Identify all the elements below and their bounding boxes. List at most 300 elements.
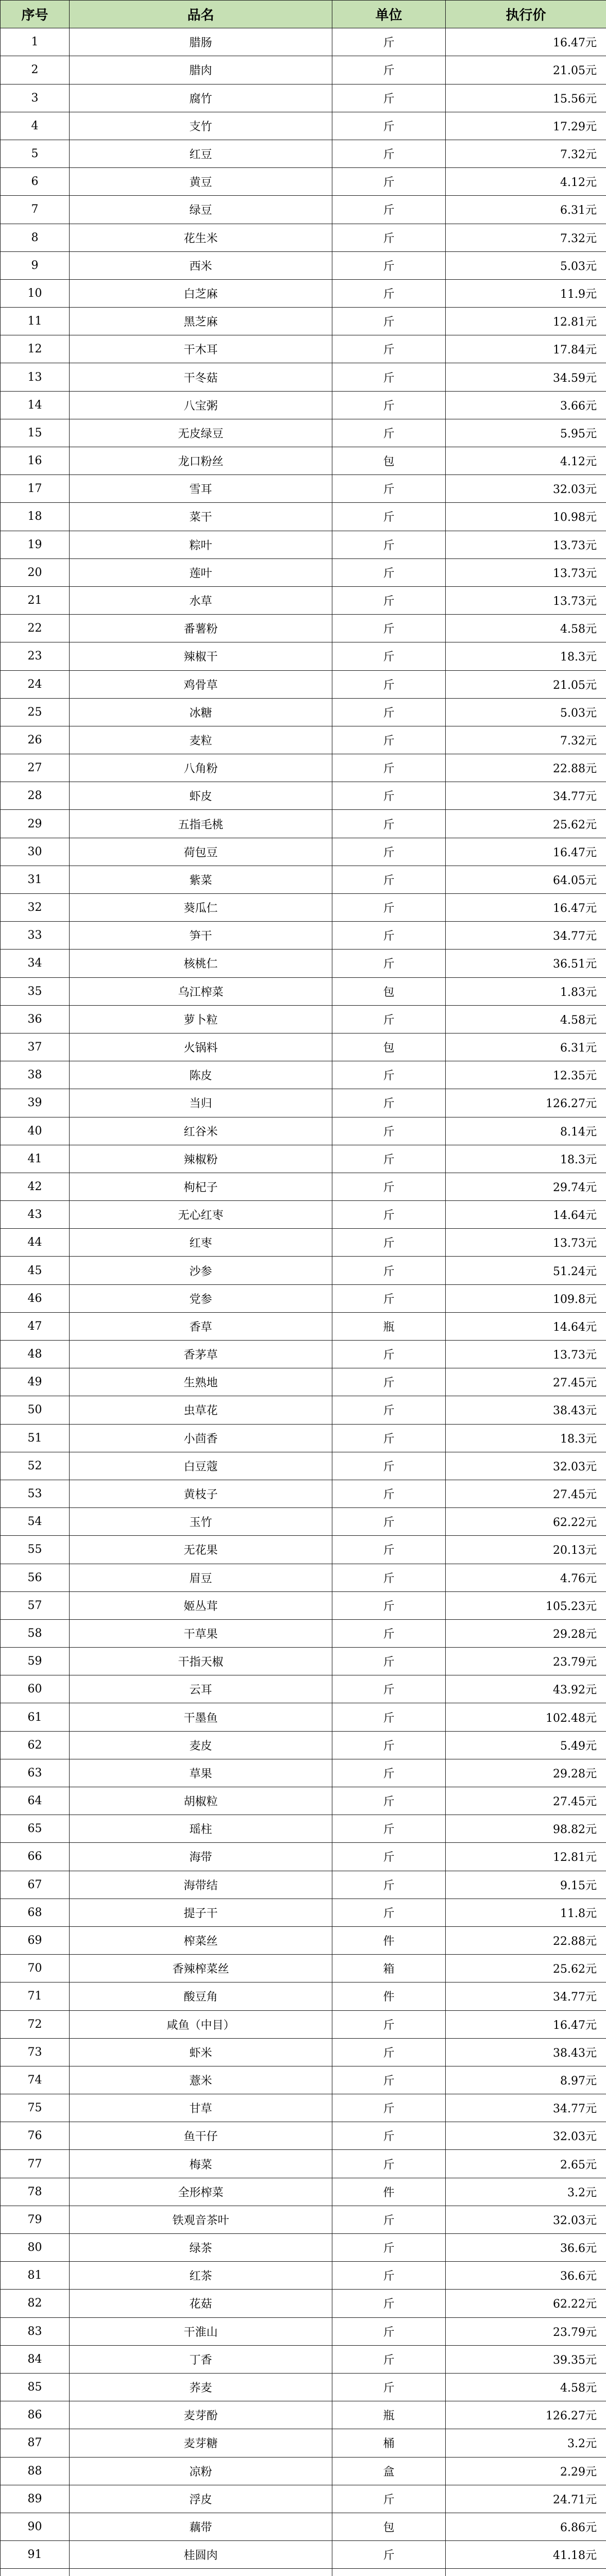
- table-row: [1, 1787, 606, 1815]
- unit-cell: 斤: [332, 1396, 446, 1424]
- serial-number-cell: 59: [1, 1648, 70, 1675]
- serial-number-cell: 34: [1, 950, 70, 977]
- table-row: [1, 642, 606, 670]
- unit-cell: 箱: [332, 1955, 446, 1982]
- product-name-cell: 核桃仁: [70, 950, 332, 977]
- price-cell: 2.65元: [446, 2150, 606, 2178]
- unit-cell: 斤: [332, 615, 446, 642]
- serial-number-cell: 24: [1, 670, 70, 698]
- price-cell: 7.32元: [446, 726, 606, 754]
- product-name-cell: 麦芽糖: [70, 2429, 332, 2457]
- unit-cell: 斤: [332, 1564, 446, 1591]
- table-row: [1, 558, 606, 586]
- price-cell: 17.84元: [446, 335, 606, 363]
- unit-cell: 包: [332, 2513, 446, 2540]
- product-name-cell: 陈皮: [70, 1061, 332, 1089]
- serial-number-cell: 27: [1, 754, 70, 782]
- table-row: [1, 922, 606, 950]
- serial-number-cell: 63: [1, 1759, 70, 1787]
- price-cell: 38.43元: [446, 1396, 606, 1424]
- serial-number-cell: 72: [1, 2010, 70, 2038]
- product-name-cell: 枸杞子: [70, 1173, 332, 1200]
- price-cell: 27.45元: [446, 1368, 606, 1396]
- price-cell: 5.03元: [446, 698, 606, 726]
- price-cell: 5.03元: [446, 251, 606, 279]
- unit-cell: 斤: [332, 2066, 446, 2094]
- price-cell: 6.86元: [446, 2513, 606, 2540]
- price-cell: 23.79元: [446, 2317, 606, 2345]
- table-row: [1, 1815, 606, 1843]
- unit-cell: 桶: [332, 2429, 446, 2457]
- unit-cell: 斤: [332, 196, 446, 224]
- product-name-cell: 花菇: [70, 2290, 332, 2317]
- price-cell: 4.58元: [446, 1005, 606, 1033]
- table-row: [1, 977, 606, 1005]
- table-row: [1, 2373, 606, 2401]
- product-name-cell: 乌江榨菜: [70, 977, 332, 1005]
- price-cell: 9.15元: [446, 1871, 606, 1899]
- serial-number-cell: 81: [1, 2262, 70, 2290]
- price-cell: 34.59元: [446, 363, 606, 391]
- price-cell: 36.6元: [446, 2262, 606, 2290]
- unit-cell: 斤: [332, 754, 446, 782]
- table-row: [1, 1257, 606, 1284]
- unit-cell: [332, 2569, 446, 2576]
- serial-number-cell: 6: [1, 168, 70, 196]
- table-row: [1, 1703, 606, 1731]
- product-name-cell: 冰糖: [70, 698, 332, 726]
- serial-number-cell: 49: [1, 1368, 70, 1396]
- product-name-cell: 云耳: [70, 1675, 332, 1703]
- product-name-cell: 紫菜: [70, 866, 332, 893]
- unit-cell: 斤: [332, 1117, 446, 1145]
- serial-number-cell: 48: [1, 1341, 70, 1368]
- product-name-cell: 海带结: [70, 1871, 332, 1899]
- table-row: [1, 1452, 606, 1480]
- serial-number-cell: 58: [1, 1619, 70, 1647]
- serial-number-cell: 21: [1, 586, 70, 614]
- table-row: [1, 363, 606, 391]
- serial-number-cell: 68: [1, 1899, 70, 1926]
- serial-number-cell: 37: [1, 1033, 70, 1061]
- price-cell: 7.32元: [446, 224, 606, 251]
- table-row: [1, 2345, 606, 2373]
- price-cell: 29.28元: [446, 1619, 606, 1647]
- table-row: [1, 1229, 606, 1257]
- product-name-cell: 荷包豆: [70, 838, 332, 866]
- unit-cell: 瓶: [332, 1312, 446, 1340]
- table-row: [1, 279, 606, 307]
- unit-cell: 斤: [332, 2485, 446, 2513]
- product-name-cell: 无花果: [70, 1536, 332, 1564]
- serial-number-cell: 32: [1, 894, 70, 922]
- price-cell: 10.98元: [446, 503, 606, 531]
- product-name-cell: [70, 2569, 332, 2576]
- product-name-cell: 荞麦: [70, 2373, 332, 2401]
- table-row: [1, 2122, 606, 2150]
- price-cell: 13.73元: [446, 586, 606, 614]
- price-cell: 13.73元: [446, 1341, 606, 1368]
- product-name-cell: 铁观音茶叶: [70, 2206, 332, 2233]
- table-body: [1, 28, 606, 2576]
- table-row: [1, 475, 606, 503]
- unit-cell: 盒: [332, 2457, 446, 2485]
- table-row: [1, 1731, 606, 1759]
- serial-number-cell: 75: [1, 2094, 70, 2122]
- product-name-cell: 鱼干仔: [70, 2122, 332, 2150]
- price-cell: 39.35元: [446, 2345, 606, 2373]
- unit-cell: 件: [332, 2178, 446, 2206]
- table-row: [1, 56, 606, 84]
- table-row: [1, 1955, 606, 1982]
- price-cell: 17.29元: [446, 112, 606, 140]
- unit-cell: 斤: [332, 363, 446, 391]
- product-name-cell: 红茶: [70, 2262, 332, 2290]
- product-name-cell: 提子干: [70, 1899, 332, 1926]
- unit-cell: 斤: [332, 1284, 446, 1312]
- unit-cell: 斤: [332, 2010, 446, 2038]
- price-cell: 27.45元: [446, 1480, 606, 1507]
- table-row: [1, 2262, 606, 2290]
- table-row: [1, 2234, 606, 2262]
- price-cell: 7.32元: [446, 140, 606, 167]
- price-cell: 8.97元: [446, 2066, 606, 2094]
- price-cell: 38.43元: [446, 2038, 606, 2066]
- price-cell: 12.35元: [446, 1061, 606, 1089]
- product-name-cell: 瑶柱: [70, 1815, 332, 1843]
- table-row: [1, 2038, 606, 2066]
- unit-cell: 斤: [332, 2345, 446, 2373]
- table-row: [1, 2401, 606, 2429]
- serial-number-cell: 30: [1, 838, 70, 866]
- unit-cell: 斤: [332, 1508, 446, 1536]
- product-name-cell: 龙口粉丝: [70, 447, 332, 475]
- unit-cell: 斤: [332, 1843, 446, 1871]
- serial-number-cell: 70: [1, 1955, 70, 1982]
- unit-cell: 包: [332, 1033, 446, 1061]
- table-row: [1, 1284, 606, 1312]
- product-name-cell: 红谷米: [70, 1117, 332, 1145]
- product-name-cell: 麦皮: [70, 1731, 332, 1759]
- price-cell: 51.24元: [446, 1257, 606, 1284]
- serial-number-cell: 91: [1, 2541, 70, 2569]
- product-name-cell: 番薯粉: [70, 615, 332, 642]
- unit-cell: 斤: [332, 950, 446, 977]
- serial-number-cell: 56: [1, 1564, 70, 1591]
- table-row: [1, 391, 606, 419]
- table-row: [1, 1871, 606, 1899]
- table-row: [1, 1564, 606, 1591]
- serial-number-cell: 1: [1, 28, 70, 56]
- serial-number-cell: 41: [1, 1145, 70, 1173]
- unit-cell: 件: [332, 1926, 446, 1954]
- serial-number-cell: 57: [1, 1591, 70, 1619]
- price-cell: 32.03元: [446, 2206, 606, 2233]
- unit-cell: 斤: [332, 642, 446, 670]
- serial-number-cell: 83: [1, 2317, 70, 2345]
- table-row: [1, 698, 606, 726]
- unit-cell: 包: [332, 447, 446, 475]
- unit-cell: 斤: [332, 782, 446, 810]
- price-cell: 13.73元: [446, 558, 606, 586]
- price-cell: 13.73元: [446, 531, 606, 558]
- product-name-cell: 榨菜丝: [70, 1926, 332, 1954]
- serial-number-cell: 4: [1, 112, 70, 140]
- serial-number-cell: 7: [1, 196, 70, 224]
- serial-number-cell: 73: [1, 2038, 70, 2066]
- table-row: [1, 726, 606, 754]
- header-row: [1, 1, 606, 28]
- serial-number-cell: 15: [1, 419, 70, 447]
- unit-cell: 斤: [332, 1201, 446, 1229]
- product-name-cell: 酸豆角: [70, 1982, 332, 2010]
- serial-number-cell: 84: [1, 2345, 70, 2373]
- serial-number-cell: 42: [1, 1173, 70, 1200]
- price-cell: 20.13元: [446, 1536, 606, 1564]
- price-cell: 15.56元: [446, 84, 606, 112]
- table-row: [1, 1899, 606, 1926]
- price-cell: 12.81元: [446, 1843, 606, 1871]
- product-name-cell: 玉竹: [70, 1508, 332, 1536]
- price-cell: 3.2元: [446, 2178, 606, 2206]
- serial-number-cell: 11: [1, 308, 70, 335]
- price-cell: 41.18元: [446, 2541, 606, 2569]
- table-row: [1, 950, 606, 977]
- product-name-cell: 西米: [70, 251, 332, 279]
- product-name-cell: 胡椒粒: [70, 1787, 332, 1815]
- unit-cell: 斤: [332, 1759, 446, 1787]
- serial-number-cell: 61: [1, 1703, 70, 1731]
- price-cell: 36.6元: [446, 2234, 606, 2262]
- unit-cell: 斤: [332, 838, 446, 866]
- serial-number-cell: 3: [1, 84, 70, 112]
- price-cell: 6.31元: [446, 1033, 606, 1061]
- price-cell: 62.22元: [446, 2290, 606, 2317]
- price-cell: 25.62元: [446, 1955, 606, 1982]
- price-cell: 4.58元: [446, 615, 606, 642]
- table-row: [1, 1926, 606, 1954]
- product-name-cell: 腊肠: [70, 28, 332, 56]
- unit-cell: 斤: [332, 2541, 446, 2569]
- unit-cell: 斤: [332, 335, 446, 363]
- unit-cell: 斤: [332, 866, 446, 893]
- product-name-cell: 干指天椒: [70, 1648, 332, 1675]
- table-row: [1, 1173, 606, 1200]
- product-name-cell: 粽叶: [70, 531, 332, 558]
- unit-cell: 斤: [332, 251, 446, 279]
- price-cell: 18.3元: [446, 1145, 606, 1173]
- serial-number-cell: 35: [1, 977, 70, 1005]
- price-cell: 14.64元: [446, 1312, 606, 1340]
- price-cell: [446, 2569, 606, 2576]
- header-unit: 单位: [332, 1, 446, 28]
- price-cell: 11.8元: [446, 1899, 606, 1926]
- serial-number-cell: 39: [1, 1089, 70, 1117]
- table-row: [1, 1759, 606, 1787]
- serial-number-cell: 14: [1, 391, 70, 419]
- unit-cell: 斤: [332, 308, 446, 335]
- table-row: [1, 196, 606, 224]
- table-row: [1, 866, 606, 893]
- unit-cell: 斤: [332, 1619, 446, 1647]
- table-row: [1, 1396, 606, 1424]
- serial-number-cell: 78: [1, 2178, 70, 2206]
- unit-cell: 斤: [332, 922, 446, 950]
- product-name-cell: 无心红枣: [70, 1201, 332, 1229]
- product-name-cell: 支竹: [70, 112, 332, 140]
- price-cell: 109.8元: [446, 1284, 606, 1312]
- serial-number-cell: 31: [1, 866, 70, 893]
- price-cell: 5.95元: [446, 419, 606, 447]
- serial-number-cell: 54: [1, 1508, 70, 1536]
- table-row: [1, 1424, 606, 1452]
- unit-cell: 斤: [332, 1257, 446, 1284]
- table-row: [1, 112, 606, 140]
- serial-number-cell: 10: [1, 279, 70, 307]
- price-cell: 18.3元: [446, 1424, 606, 1452]
- product-name-cell: 咸鱼（中目）: [70, 2010, 332, 2038]
- serial-number-cell: 16: [1, 447, 70, 475]
- table-row: [1, 1536, 606, 1564]
- price-cell: 4.76元: [446, 1564, 606, 1591]
- table-row: [1, 1145, 606, 1173]
- serial-number-cell: 23: [1, 642, 70, 670]
- unit-cell: 包: [332, 977, 446, 1005]
- product-name-cell: 香辣榨菜丝: [70, 1955, 332, 1982]
- price-cell: 98.82元: [446, 1815, 606, 1843]
- price-cell: 18.3元: [446, 642, 606, 670]
- unit-cell: 斤: [332, 112, 446, 140]
- table-row: [1, 1843, 606, 1871]
- unit-cell: 斤: [332, 503, 446, 531]
- unit-cell: 斤: [332, 279, 446, 307]
- price-cell: 2.29元: [446, 2457, 606, 2485]
- serial-number-cell: 43: [1, 1201, 70, 1229]
- price-cell: 6.31元: [446, 196, 606, 224]
- price-cell: 126.27元: [446, 2401, 606, 2429]
- unit-cell: 斤: [332, 1424, 446, 1452]
- serial-number-cell: 80: [1, 2234, 70, 2262]
- unit-cell: 斤: [332, 2206, 446, 2233]
- unit-cell: 斤: [332, 2373, 446, 2401]
- unit-cell: 斤: [332, 1341, 446, 1368]
- product-name-cell: 八宝粥: [70, 391, 332, 419]
- serial-number-cell: 36: [1, 1005, 70, 1033]
- price-cell: 16.47元: [446, 28, 606, 56]
- unit-cell: 斤: [332, 140, 446, 167]
- table-row: [1, 586, 606, 614]
- unit-cell: 斤: [332, 168, 446, 196]
- serial-number-cell: 51: [1, 1424, 70, 1452]
- unit-cell: 斤: [332, 2234, 446, 2262]
- product-name-cell: 白芝麻: [70, 279, 332, 307]
- serial-number-cell: 13: [1, 363, 70, 391]
- table-row: [1, 251, 606, 279]
- price-cell: 14.64元: [446, 1201, 606, 1229]
- product-name-cell: 生熟地: [70, 1368, 332, 1396]
- serial-number-cell: 8: [1, 224, 70, 251]
- table-row: [1, 140, 606, 167]
- table-row: [1, 1201, 606, 1229]
- product-name-cell: 花生米: [70, 224, 332, 251]
- product-name-cell: 香茅草: [70, 1341, 332, 1368]
- unit-cell: 斤: [332, 475, 446, 503]
- unit-cell: 斤: [332, 2122, 446, 2150]
- table-row: [1, 224, 606, 251]
- table-row: [1, 1341, 606, 1368]
- serial-number-cell: 67: [1, 1871, 70, 1899]
- product-name-cell: 麦芽酚: [70, 2401, 332, 2429]
- table-row: [1, 2569, 606, 2576]
- header-serial-number: 序号: [1, 1, 70, 28]
- table-row: [1, 1033, 606, 1061]
- unit-cell: 斤: [332, 1536, 446, 1564]
- table-row: [1, 1648, 606, 1675]
- product-name-cell: 鸡骨草: [70, 670, 332, 698]
- unit-cell: 斤: [332, 2317, 446, 2345]
- price-cell: 34.77元: [446, 782, 606, 810]
- product-name-cell: 麦粒: [70, 726, 332, 754]
- price-cell: 25.62元: [446, 810, 606, 838]
- table-row: [1, 531, 606, 558]
- product-name-cell: 黄枝子: [70, 1480, 332, 1507]
- unit-cell: 斤: [332, 531, 446, 558]
- unit-cell: 斤: [332, 670, 446, 698]
- unit-cell: 斤: [332, 1899, 446, 1926]
- table-row: [1, 615, 606, 642]
- price-cell: 16.47元: [446, 2010, 606, 2038]
- serial-number-cell: 17: [1, 475, 70, 503]
- serial-number-cell: 9: [1, 251, 70, 279]
- price-cell: 3.2元: [446, 2429, 606, 2457]
- price-cell: 105.23元: [446, 1591, 606, 1619]
- product-name-cell: 梅菜: [70, 2150, 332, 2178]
- unit-cell: 斤: [332, 1480, 446, 1507]
- serial-number-cell: 55: [1, 1536, 70, 1564]
- product-name-cell: 干草果: [70, 1619, 332, 1647]
- product-name-cell: 绿豆: [70, 196, 332, 224]
- serial-number-cell: 20: [1, 558, 70, 586]
- price-cell: 5.49元: [446, 1731, 606, 1759]
- table-row: [1, 28, 606, 56]
- table-row: [1, 308, 606, 335]
- serial-number-cell: 2: [1, 56, 70, 84]
- serial-number-cell: 89: [1, 2485, 70, 2513]
- product-name-cell: 小茴香: [70, 1424, 332, 1452]
- table-row: [1, 1591, 606, 1619]
- product-name-cell: 绿茶: [70, 2234, 332, 2262]
- table-row: [1, 447, 606, 475]
- price-cell: 16.47元: [446, 894, 606, 922]
- serial-number-cell: 85: [1, 2373, 70, 2401]
- unit-cell: 斤: [332, 1089, 446, 1117]
- unit-cell: 斤: [332, 698, 446, 726]
- price-cell: 4.12元: [446, 447, 606, 475]
- price-cell: 22.88元: [446, 754, 606, 782]
- table-row: [1, 2317, 606, 2345]
- unit-cell: 斤: [332, 810, 446, 838]
- serial-number-cell: 12: [1, 335, 70, 363]
- price-cell: 34.77元: [446, 1982, 606, 2010]
- product-name-cell: 火锅料: [70, 1033, 332, 1061]
- serial-number-cell: 87: [1, 2429, 70, 2457]
- unit-cell: 斤: [332, 419, 446, 447]
- unit-cell: 斤: [332, 1452, 446, 1480]
- table-row: [1, 1061, 606, 1089]
- price-cell: 4.12元: [446, 168, 606, 196]
- serial-number-cell: 18: [1, 503, 70, 531]
- product-name-cell: 水草: [70, 586, 332, 614]
